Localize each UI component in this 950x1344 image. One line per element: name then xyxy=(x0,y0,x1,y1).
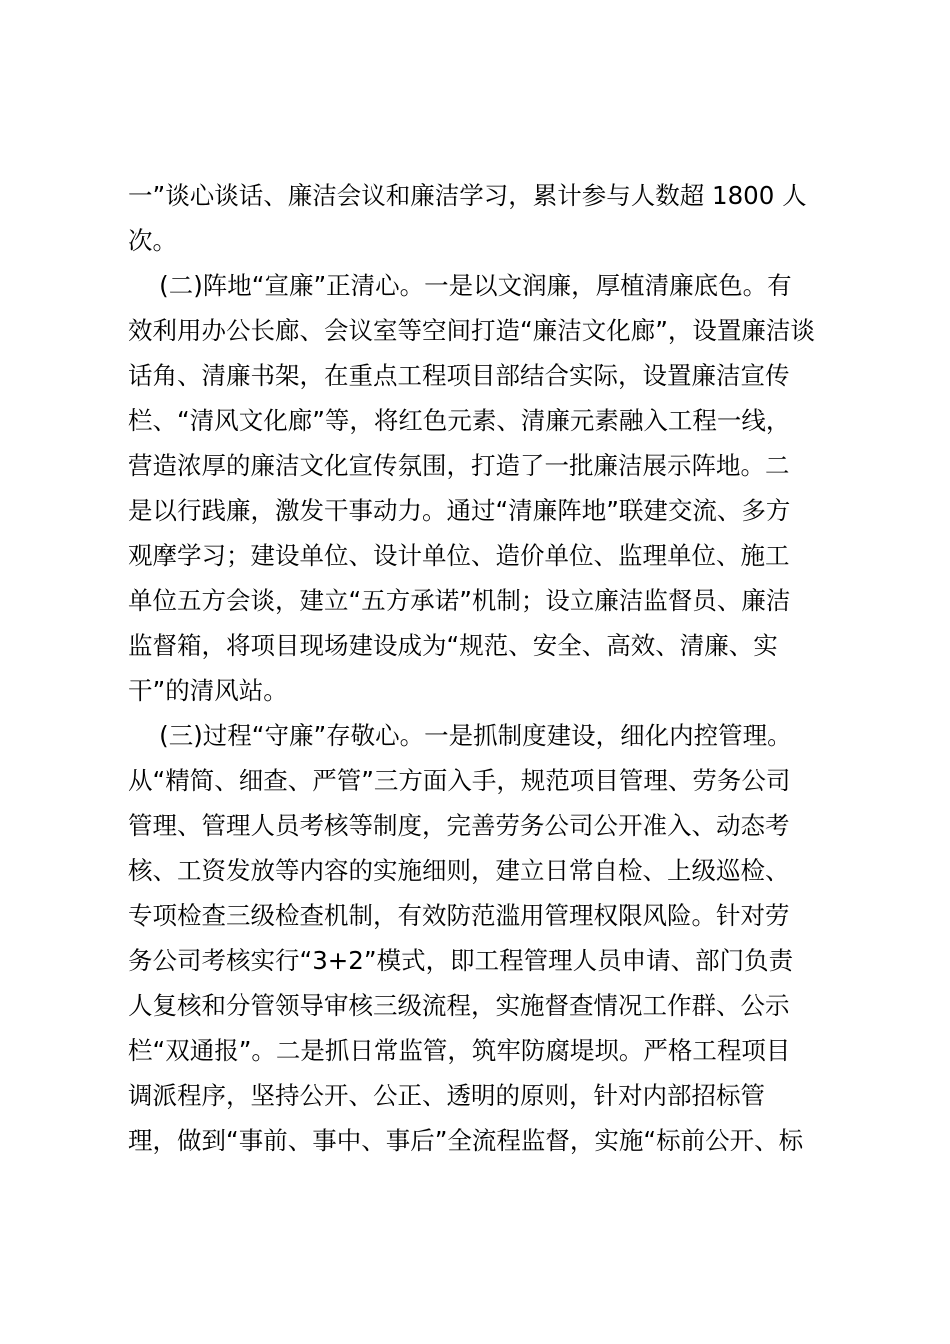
body-text-line: 观摩学习；建设单位、设计单位、造价单位、监理单位、施工 xyxy=(128,541,790,570)
body-text-line: 次。 xyxy=(128,226,177,255)
body-text-line: 理，做到“事前、事中、事后”全流程监督，实施“标前公开、标 xyxy=(128,1126,804,1155)
body-text-line: 一”谈心谈话、廉洁会议和廉洁学习，累计参与人数超 1800 人 xyxy=(128,181,807,210)
body-text-line: 话角、清廉书架，在重点工程项目部结合实际，设置廉洁宣传 xyxy=(128,361,790,390)
body-text-line: 栏“双通报”。二是抓日常监管，筑牢防腐堤坝。严格工程项目 xyxy=(128,1036,791,1065)
body-text-line: 管理、管理人员考核等制度，完善劳务公司公开准入、动态考 xyxy=(128,811,790,840)
paragraph-3-heading-line: (三)过程“守廉”存敬心。一是抓制度建设，细化内控管理。 xyxy=(128,721,792,750)
body-text-line: 核、工资发放等内容的实施细则，建立日常自检、上级巡检、 xyxy=(128,856,790,885)
body-text-line: 从“精简、细查、严管”三方面入手，规范项目管理、劳务公司 xyxy=(128,766,791,795)
body-text-line: 干”的清风站。 xyxy=(128,676,288,705)
body-text-line: 效利用办公长廊、会议室等空间打造“廉洁文化廊”，设置廉洁谈 xyxy=(128,316,815,345)
body-text-line: 监督箱，将项目现场建设成为“规范、安全、高效、清廉、实 xyxy=(128,631,778,660)
body-text-line: 营造浓厚的廉洁文化宣传氛围，打造了一批廉洁展示阵地。二 xyxy=(128,451,790,480)
body-text-line: 调派程序，坚持公开、公正、透明的原则，针对内部招标管 xyxy=(128,1081,765,1110)
paragraph-2-heading-line: (二)阵地“宣廉”正清心。一是以文润廉，厚植清廉底色。有 xyxy=(128,271,792,300)
body-text-line: 单位五方会谈，建立“五方承诺”机制；设立廉洁监督员、廉洁 xyxy=(128,586,791,615)
body-text-line: 专项检查三级检查机制，有效防范滥用管理权限风险。针对劳 xyxy=(128,901,790,930)
body-text-line: 栏、“清风文化廊”等，将红色元素、清廉元素融入工程一线， xyxy=(128,406,791,435)
body-text-line: 是以行践廉，激发干事动力。通过“清廉阵地”联建交流、多方 xyxy=(128,496,791,525)
body-text-line: 务公司考核实行“3+2”模式，即工程管理人员申请、部门负责 xyxy=(128,946,794,975)
body-text-line: 人复核和分管领导审核三级流程，实施督查情况工作群、公示 xyxy=(128,991,790,1020)
